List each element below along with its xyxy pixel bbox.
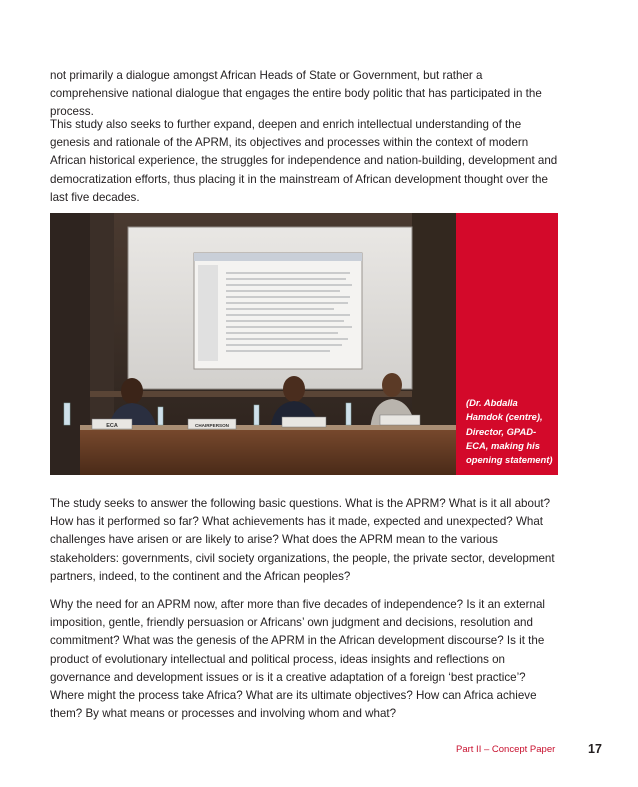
footer-section-label: Part II – Concept Paper	[456, 744, 556, 755]
body-paragraph-4: Why the need for an APRM now, after more than five decades of independence? Is it an external imposition, gentle, friendly persuasion or Africans’ own judgment and decisions, resolution and commitment? What was the genesis of the APRM in the African development discourse? Is it the product of evolutionary intellectual and political process, ideas insights and reflections on governance and development issues or is it a creative adaptation of a foreign ‘best practice’? Where might the process take Africa? What are its ultimate objectives? How can Africa achieve them? By what means or processes and involving whom and what?	[50, 598, 545, 721]
nameplate-eca: ECA	[106, 423, 118, 429]
photo-caption: (Dr. Abdalla Hamdok (centre), Director, GPAD-ECA, making his opening statement)	[466, 397, 553, 466]
page-number: 17	[588, 742, 602, 756]
body-paragraph-3: The study seeks to answer the following basic questions. What is the APRM? What is it all about? How has it performed so far? What achievements has it made, expected and unexpected? What challenges have arisen or are likely to arise? What does the APRM mean to the various stakeholders: governments, civil society organizations, the people, the private sector, development partners, indeed, to the continent and the African peoples?	[50, 497, 555, 583]
body-paragraph-2: This study also seeks to further expand, deepen and enrich intellectual understanding of the genesis and rationale of the APRM, its objectives and processes within the context of modern African historical experience, the struggles for independence and nation-building, development and democratization efforts, thus placing it in the mainstream of African development thought over the last five decades.	[50, 118, 558, 204]
photo-block	[50, 213, 558, 475]
conference-photo	[50, 213, 456, 475]
nameplate-text-layer	[50, 213, 456, 475]
nameplate-chairperson: CHAIRPERSON	[195, 423, 229, 428]
body-paragraph-1: not primarily a dialogue amongst African Heads of State or Government, but rather a comprehensive national dialogue that engages the entire body politic that has participated in the process.	[50, 69, 542, 119]
